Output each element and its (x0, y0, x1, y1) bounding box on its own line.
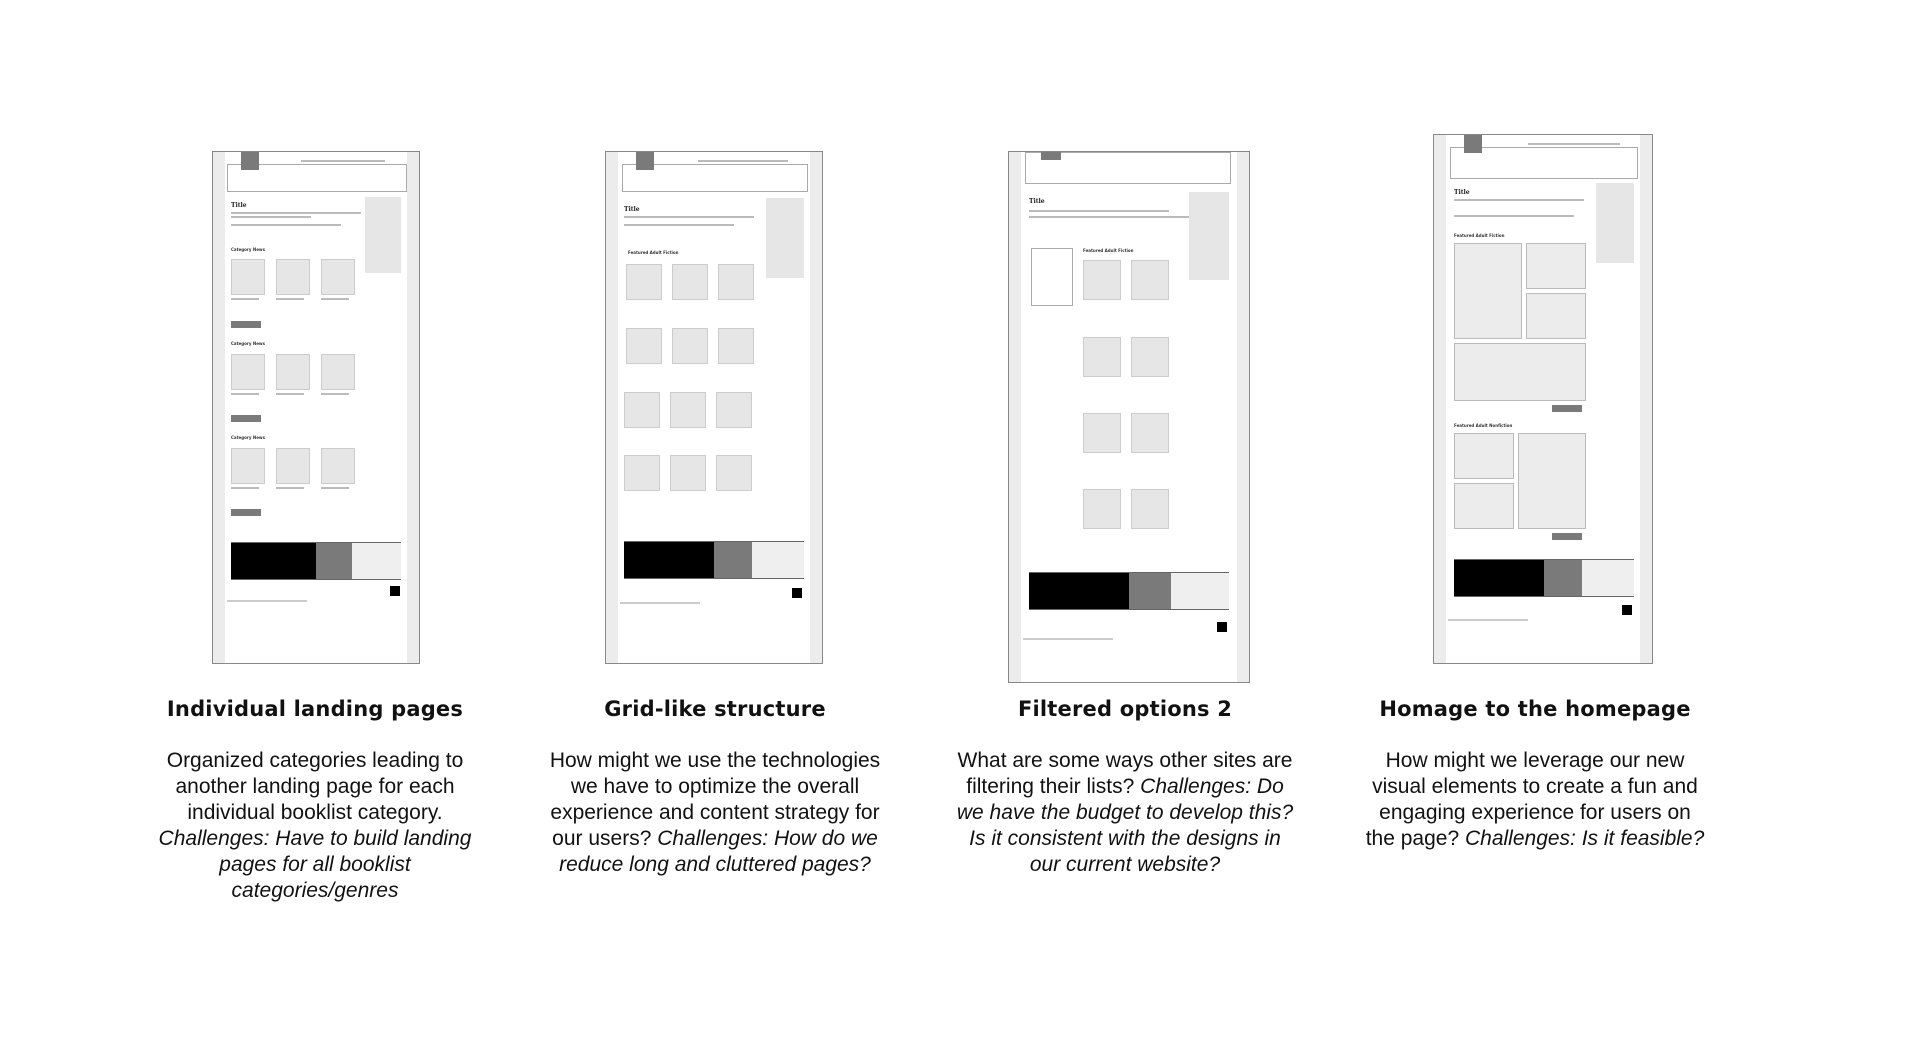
concept-heading: Homage to the homepage (1379, 697, 1691, 721)
concept-description: How might we leverage our new visual elements to create a fun and engaging experience for users on the page? Challenges: Is it feasible? (1365, 749, 1705, 850)
wireframe-individual-landing-pages (212, 151, 420, 664)
concept-heading: Filtered options 2 (1017, 697, 1233, 721)
sidebar-ad (365, 197, 401, 273)
filter-panel[interactable] (1031, 248, 1073, 306)
wireframe-grid-like-structure: Title Featured Adult Fiction (605, 151, 823, 664)
section-heading: Category News (231, 435, 265, 440)
banner (231, 542, 401, 580)
wireframe-filtered-options: Title Featured Adult Fiction (1008, 151, 1250, 683)
section-heading: Category News (231, 247, 265, 252)
view-all-button[interactable] (231, 415, 261, 422)
logo (241, 152, 259, 170)
view-all-button[interactable] (231, 321, 261, 328)
concept-description: Organized categories leading to another landing page for each individual booklist category. Challenges: Have to build landing pages for all booklist categories/genres (158, 749, 472, 902)
section-heading: Category News (231, 341, 265, 346)
wireframe-homage-to-homepage: Title Featured Adult Fiction Featured Adult Nonfiction (1433, 134, 1653, 664)
concept-description: What are some ways other sites are filtering their lists? Challenges: Do we have the budget to develop this? Is it consistent with the designs in our current website? (956, 749, 1294, 876)
concept-description: How might we use the technologies we have to optimize the overall experience and content strategy for our users? Challenges: How do we reduce long and cluttered pages? (549, 749, 881, 876)
view-all-button[interactable] (231, 509, 261, 516)
concept-heading: Individual landing pages (166, 697, 464, 721)
concept-heading: Grid-like structure (604, 697, 826, 721)
wireframe-title: Title (231, 202, 247, 209)
